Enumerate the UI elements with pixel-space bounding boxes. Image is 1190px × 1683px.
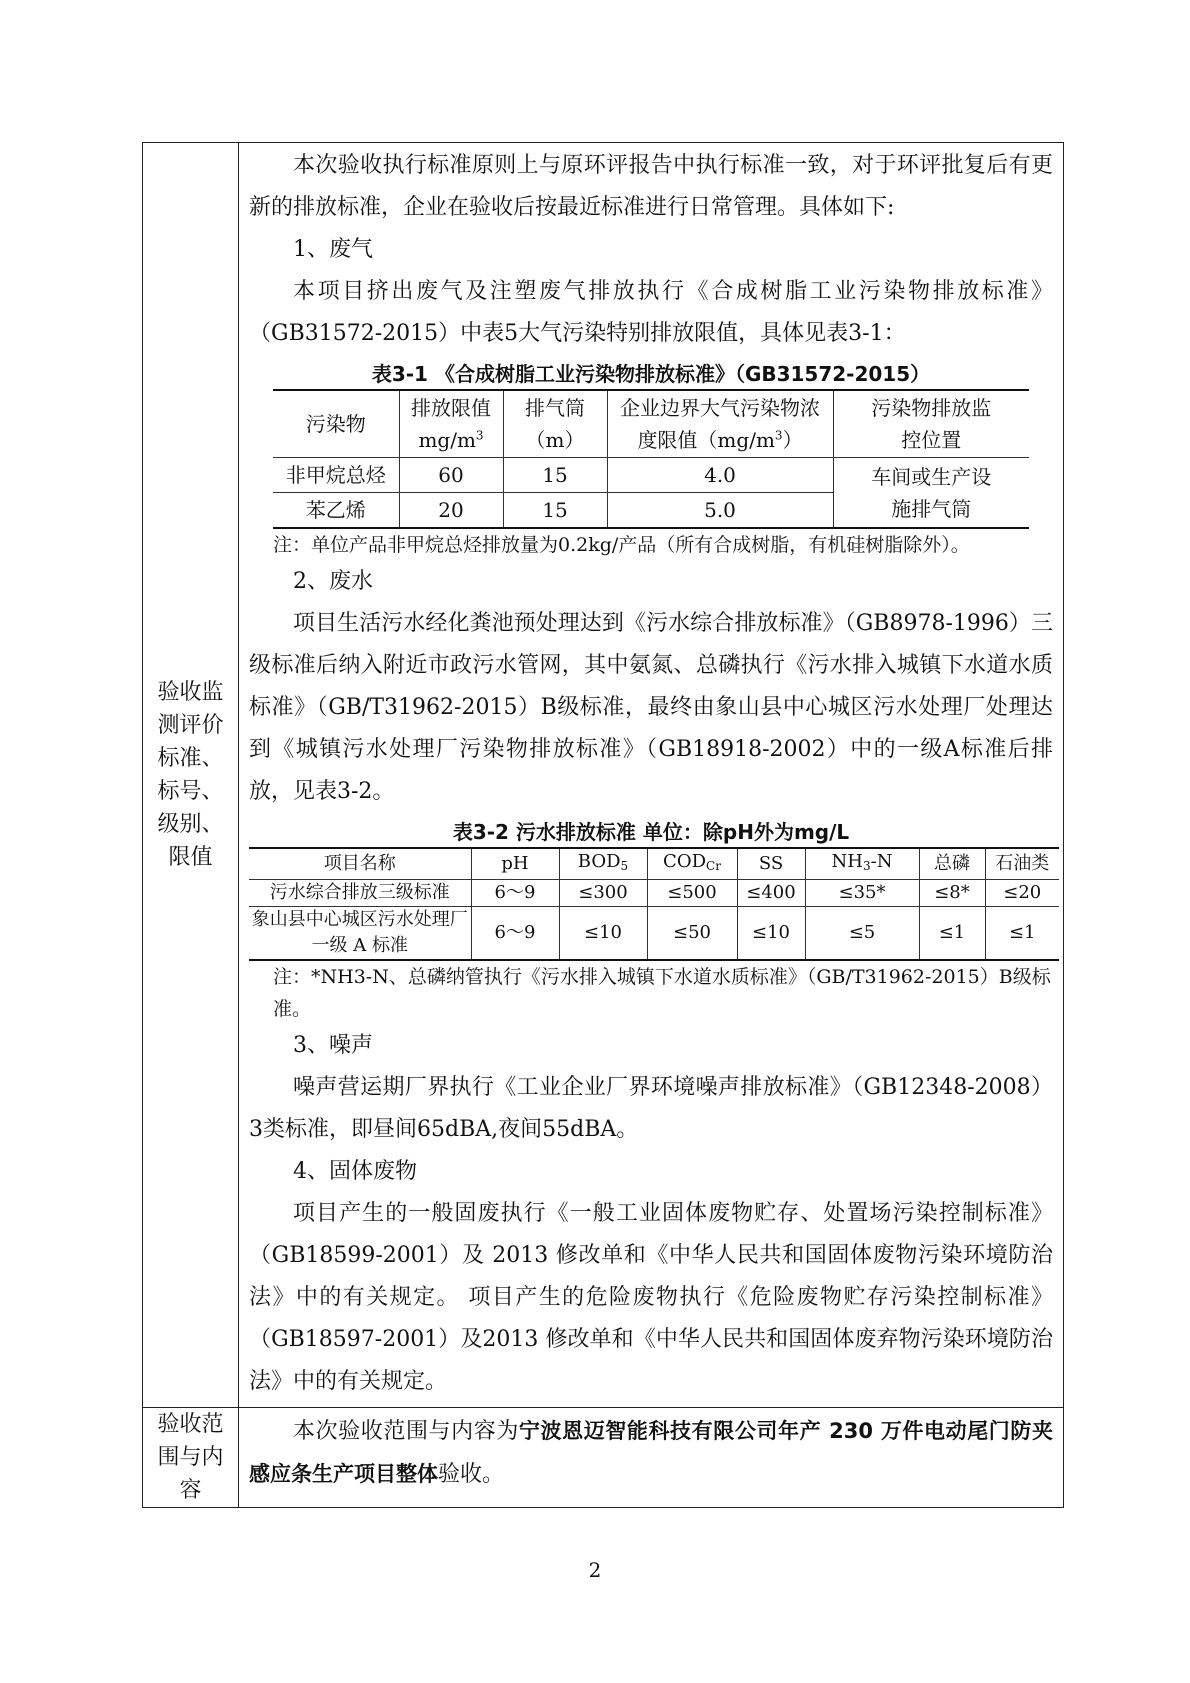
table2-cell-tp: ≤1 (919, 907, 985, 961)
table1 (273, 389, 1029, 529)
table2-header-ss: SS (737, 848, 805, 880)
table2-cell-cod: ≤50 (647, 907, 737, 961)
scope-text-pre: 本次验收范围与内容为 (293, 1419, 519, 1444)
nh-text: NH (831, 851, 863, 872)
solid-waste-paragraph: 项目产生的一般固废执行《一般工业固体废物贮存、处置场污染控制标准》（GB18599-2001）及 2013 修改单和《中华人民共和国固体废物污染环境防治法》中的有关规定。 项目产生的危险废物执行《危险废物贮存污染控制标准》（GB18597-2001）及2013 修改单和《中华人民共和国固体废弃物污染环境防治法》中的有关规定。 (249, 1201, 1053, 1394)
table2-cell-bod: ≤10 (559, 907, 647, 961)
table1-header-location-line2: 控位置 (901, 428, 962, 452)
page-number: 2 (588, 1558, 602, 1582)
intro-paragraph: 本次验收执行标准原则上与原环评报告中执行标准一致，对于环评批复后有更新的排放标准，企业在验收后按最近标准进行日常管理。具体如下: (249, 153, 1053, 220)
table1-header-boundary (607, 390, 833, 458)
table2-cell-bod: ≤300 (559, 880, 647, 907)
table2-header-name: 项目名称 (249, 848, 471, 880)
scope-paragraph (249, 1410, 1053, 1496)
standards-label-line: 标准、 (157, 746, 224, 771)
waste-gas-paragraph: 本项目挤出废气及注塑废气排放执行《合成树脂工业污染物排放标准》（GB31572-2015）中表5大气污染特别排放限值，具体见表3-1： (249, 279, 1053, 346)
bod-sub: 5 (620, 859, 629, 873)
table2-header-bod (559, 848, 647, 880)
table1-cell-pollutant: 苯乙烯 (273, 493, 399, 529)
scope-label-cell (143, 1408, 239, 1508)
table2 (249, 847, 1059, 961)
scope-label-line: 围与内 (157, 1445, 224, 1470)
table1-header-limit-unit (402, 424, 501, 456)
table2-cell-ss: ≤400 (737, 880, 805, 907)
table1-cell-location (833, 458, 1029, 529)
standards-label-line: 级别、 (157, 812, 224, 837)
scope-row (143, 1408, 1064, 1508)
boundary-unit-sup: 3 (774, 428, 783, 443)
nh-sub: 3 (862, 859, 871, 873)
standards-label-line: 测评价 (157, 713, 224, 738)
noise-paragraph: 噪声营运期厂界执行《工业企业厂界环境噪声排放标准》（GB12348-2008）3类标准，即昼间65dBA,夜间55dBA。 (249, 1075, 1053, 1142)
table2-header-cod (647, 848, 737, 880)
unit-sup: 3 (475, 428, 484, 443)
table1-row (273, 458, 1029, 493)
table1-header-stack-line2: （m） (525, 428, 585, 452)
nh-suffix: -N (870, 851, 893, 872)
table1-header-pollutant: 污染物 (273, 390, 399, 458)
noise-heading: 3、噪声 (293, 1033, 373, 1058)
table2-row (249, 880, 1059, 907)
table2-cell-ph: 6～9 (471, 907, 559, 961)
table2-cell-nh: ≤5 (805, 907, 919, 961)
table1-note: 注：单位产品非甲烷总烃排放量为0.2kg/产品（所有合成树脂，有机硅树脂除外）。 (273, 534, 970, 556)
cod-sub: Cr (706, 859, 721, 873)
table2-header-ph: pH (471, 848, 559, 880)
table2-cell-ss: ≤10 (737, 907, 805, 961)
scope-content-cell (239, 1408, 1064, 1508)
table2-caption: 表3-2 污水排放标准 单位：除pH外为mg/L (452, 820, 850, 844)
table2-cell-name: 象山县中心城区污水处理厂一级 A 标准 (249, 907, 471, 961)
table1-header-location-line1: 污染物排放监 (871, 396, 992, 420)
table1-header-row (273, 390, 1029, 458)
standards-label-line: 验收监 (157, 680, 224, 705)
standards-row (143, 143, 1064, 1408)
waste-water-heading: 2、废水 (293, 569, 373, 594)
table1-location-line2: 施排气筒 (891, 496, 972, 521)
table2-cell-name: 污水综合排放三级标准 (249, 880, 471, 907)
table1-header-boundary-line2 (610, 424, 831, 456)
unit-text: mg/m (418, 428, 476, 452)
table1-cell-limit: 20 (399, 493, 503, 529)
table1-cell-pollutant: 非甲烷总烃 (273, 458, 399, 493)
cod-text: COD (663, 851, 707, 872)
standards-content-cell (239, 143, 1064, 1408)
table2-header-row (249, 848, 1059, 880)
table2-row (249, 907, 1059, 961)
table1-header-limit (399, 390, 503, 458)
table2-cell-tp: ≤8* (919, 880, 985, 907)
table1-cell-boundary: 5.0 (607, 493, 833, 529)
table2-header-tp: 总磷 (919, 848, 985, 880)
solid-waste-heading: 4、固体废物 (293, 1159, 417, 1184)
table1-header-stack (503, 390, 607, 458)
table2-cell-oil: ≤1 (985, 907, 1059, 961)
table1-caption: 表3-1 《合成树脂工业污染物排放标准》（GB31572-2015） (371, 362, 931, 386)
table2-cell-ph: 6～9 (471, 880, 559, 907)
scope-label-line: 验收范 (157, 1412, 224, 1437)
table1-cell-stack: 15 (503, 493, 607, 529)
table2-cell-cod: ≤500 (647, 880, 737, 907)
waste-water-paragraph: 项目生活污水经化粪池预处理达到《污水综合排放标准》（GB8978-1996）三级标准后纳入附近市政污水管网，其中氨氮、总磷执行《污水排入城镇下水道水质标准》（GB/T31962-2015）B级标准，最终由象山县中心城区污水处理厂处理达到《城镇污水处理厂污染物排放标准》（GB18918-2002）中的一级A标准后排放，见表3-2。 (249, 611, 1053, 804)
table1-header-boundary-line1: 企业边界大气污染物浓 (620, 396, 820, 420)
table1-header-limit-line1: 排放限值 (411, 396, 491, 420)
standards-label-line: 限值 (168, 845, 213, 870)
boundary-unit-close: ） (782, 428, 803, 452)
boundary-unit-text: 度限值（mg/m (637, 428, 775, 452)
bod-text: BOD (577, 851, 621, 872)
scope-text-post: 验收。 (438, 1462, 505, 1487)
table1-cell-limit: 60 (399, 458, 503, 493)
table1-header-stack-line1: 排气筒 (525, 396, 585, 420)
scope-project-name: 宁波恩迈智能科技有限公司年产 230 万件电动尾门防夹感应条生产项目整体 (249, 1419, 1053, 1486)
table2-note: 注：*NH3-N、总磷纳管执行《污水排入城镇下水道水质标准》（GB/T31962-2015）B级标准。 (273, 966, 1051, 1020)
waste-gas-heading: 1、废气 (293, 237, 373, 262)
table1-cell-stack: 15 (503, 458, 607, 493)
report-table (142, 142, 1064, 1508)
table1-cell-boundary: 4.0 (607, 458, 833, 493)
table2-header-nh (805, 848, 919, 880)
table1-header-location (833, 390, 1029, 458)
standards-label-line: 标号、 (157, 779, 224, 804)
standards-label-cell (143, 143, 239, 1408)
table2-cell-oil: ≤20 (985, 880, 1059, 907)
table1-location-line1: 车间或生产设 (871, 464, 992, 489)
table2-header-oil: 石油类 (985, 848, 1059, 880)
scope-label-line: 容 (179, 1478, 202, 1503)
table2-cell-nh: ≤35* (805, 880, 919, 907)
